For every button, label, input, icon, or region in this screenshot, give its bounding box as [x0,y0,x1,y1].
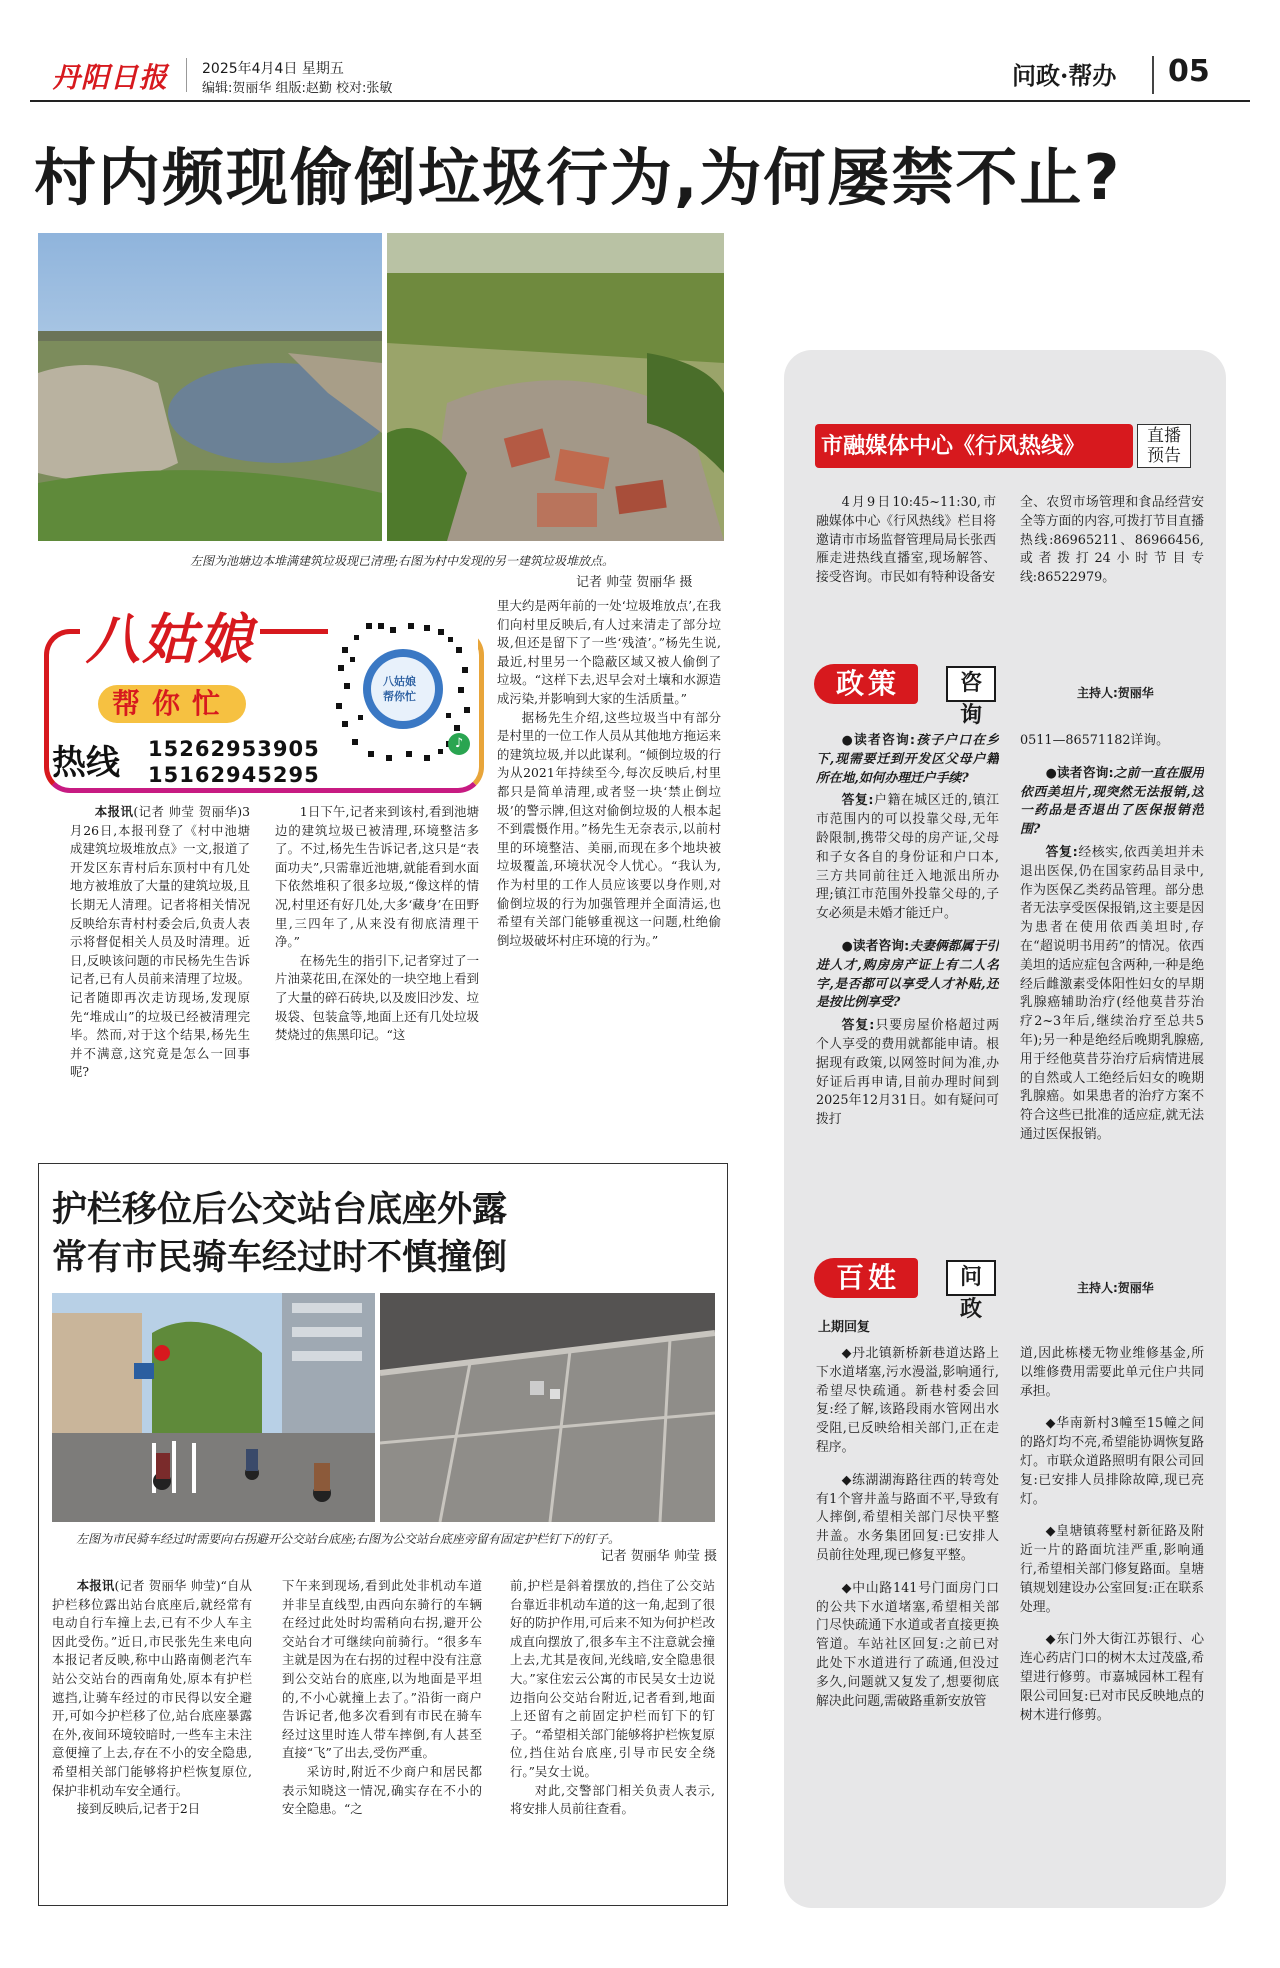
baixing-col-right: 道,因此栋楼无物业维修基金,所以维修费用需要此单元住户共同承担。 ◆华南新村3幢至15幢之间的路灯均不亮,希望能协调恢复路灯。市联众道路照明有限公司回复:已安排人员排除故障,现已亮灯。 ◆皇塘镇蒋墅村新征路及附近一片的路面坑洼严重,影响通行,希望相关部门修复路面。皇塘镇规划建设办公室回复:正在联系处理。 ◆东门外大街江苏银行、心连心药店门口的树木太过茂盛,希望进行修剪。市嘉城园林工程有限公司回复:已对市民反映地点的树木进行修剪。 [1020,1346,1204,1723]
article1-col2 [275,803,479,1113]
policy-a1: 户籍在城区迁的,镇江市范围内的可以投靠父母,无年龄限制,携带父母的房产证,父母和子女各自的身份证和户口本,三方共同前往迁入地派出所办理;镇江市范围外投靠父母的,子女必须是未婚才能迁户。 [816,793,999,922]
policy-a2-label: 答复: [841,1018,875,1034]
article2-col3 [510,1577,715,1895]
policy-q3-label: 读者咨询: [1056,765,1114,781]
newspaper-logo: 丹阳日报 [52,61,169,94]
page-number: 05 [1168,54,1210,89]
article2-text-1a: (记者 贺丽华 帅莹)“自从护栏移位露出站台底座后,就经常有电动自行车撞上去,已有不少人车主因此受伤。”近日,市民张先生来电向本报记者反映,称中山路南侧老汽车站公交站台的西南角处,原本有护栏遮挡,让骑车经过的市民得以安全避开,可如今护栏移了位,站台底座暴露在外,夜间环境较暗时,一些车主未注意便撞了上去,存在不小的安全隐患,希望相关部门能够将护栏恢复原位,保护非机动车安全通行。 [52,1578,252,1798]
baixing-header-red: 百姓 [814,1258,918,1298]
baixing-item-4: 华南新村3幢至15幢之间的路灯均不亮,希望能协调恢复路灯。市联众道路照明有限公司回复:已安排人员排除故障,现已亮灯。 [1020,1416,1204,1507]
baixing-item-3: 中山路141号门面房门口的公共下水道堵塞,希望相关部门尽快疏通下水道或者直接更换管道。车站社区回复:之前已对此处下水道进行了疏通,但没过多久,问题就又复发了,想要彻底解决此问题,需破路重新安放管 [816,1580,999,1709]
policy-host: 主持人:贺丽华 [1077,686,1154,700]
policy-q3: 之前一直在服用依西美坦片,现突然无法报销,这一药品是否退出了医保报销范围? [1020,765,1204,838]
photo-pond [38,233,382,541]
policy-header-red: 政策 [814,664,918,704]
photo-bus-stop [52,1293,375,1522]
article2-col2 [282,1577,482,1895]
article2-caption [52,1530,717,1566]
article2-text-3b: 对此,交警部门相关负责人表示,将安排人员前往查看。 [510,1782,715,1817]
policy-col-left: ●读者咨询:孩子户口在乡下,现需要迁到开发区父母户籍所在地,如何办理迁户手续? 答复:户籍在城区迁的,镇江市范围内的可以投靠父母,无年龄限制,携带父母的房产证,父母和子女各自的身份证和户口本,三方共同前往迁入地派出所办理;镇江市范围外投靠父母的,子女必须是未婚才能迁户。 ●读者咨询:夫妻俩都属于引进人才,购房房产证上有二人名字,是否都可以享受人才补贴,还是按比例享受? 答复:只要房屋价格超过两个人享受的费用就都能申请。根据现有政策,以网签时间为准,办好证后再申请,目前办理时间到2025年12月31日。如有疑问可拨打 [816,733,999,1128]
qr-center-text-1: 八姑娘 [383,675,416,688]
article2-text-2a: 下午来到现场,看到此处非机动车道并非呈直线型,由西向东骑行的车辆在经过此处时均需稍向右拐,避开公交站台才可继续向前骑行。“很多车主就是因为在右拐的过程中没有注意到公交站台的底座,以为地面是平坦的,不小心就撞上去了。”沿街一商户告诉记者,他多次看到有市民在骑车经过这里时连人带车摔倒,有人甚至直接“飞”了出去,受伤严重。 [282,1578,482,1761]
photo-bus-stop-base [380,1293,715,1522]
baixing-header-black: 问政 [946,1260,996,1296]
policy-a2: 只要房屋价格超过两个人享受的费用就都能申请。根据现有政策,以网签时间为准,办好证后再申请,目前办理时间到2025年12月31日。如有疑问可拨打 [816,1018,999,1128]
ad-label: 热线 [52,743,120,783]
notice-left: 4月9日10:45~11:30,市融媒体中心《行风热线》栏目将邀请市市场监督管理局局长张西雁走进热线直播室,现场解答、接受咨询。市民如有特种设备安 [816,495,996,586]
policy-r1: 0511—86571182详询。 [1020,733,1169,748]
policy-q1: 孩子户口在乡下,现需要迁到开发区父母户籍所在地,如何办理迁户手续? [816,733,999,786]
article2-credit: 记者 贺丽华 帅莹 摄 [600,1549,717,1564]
main-headline: 村内频现偷倒垃圾行为,为何屡禁不止? [34,141,1122,214]
ad-subtitle: 帮你忙 [98,685,246,723]
notice-tag-1: 直播 [1147,426,1181,446]
baixing-item-1: 丹北镇新桥新巷道达路上下水道堵塞,污水漫溢,影响通行,希望尽快疏通。新巷村委会回复:经了解,该路段雨水管网出水受阻,已反映给相关部门,正在走程序。 [816,1346,999,1455]
baixing-subtitle: 上期回复 [818,1320,871,1335]
masthead-rule [30,100,1250,102]
baixing-item-5: 皇塘镇蒋墅村新征路及附近一片的路面坑洼严重,影响通行,希望相关部门修复路面。皇塘镇规划建设办公室回复:正在联系处理。 [1020,1524,1204,1615]
photo-caption: 左图为池塘边本堆满建筑垃圾现已清理;右图为村中发现的另一建筑垃圾堆放点。 [190,554,615,568]
article1-text-1: (记者 帅莹 贺丽华)3月26日,本报刊登了《村中池塘成建筑垃圾堆放点》一文,报道了开发区东青村后东顶村中有几处地方被堆放了大量的建筑垃圾,且长期无人清理。记者将相关情况反映给东青村村委会后,负责人表示将督促相关人员及时清理。近日,反映该问题的市民杨先生告诉记者,已有人员前来清理了垃圾。记者随即再次走访现场,发现原先“堆成山”的垃圾已经被清理完毕。然而,对于这个结果,杨先生并不满意,这究竟是怎么一回事呢? [70,804,250,1080]
photo-rubble [387,233,724,541]
ad-phone-1[interactable]: 15262953905 [148,737,320,761]
baixing-item-6: 东门外大街江苏银行、心连心药店门口的树木太过茂盛,希望进行修剪。市嘉城园林工程有限公司回复:已对市民反映地点的树木进行修剪。 [1020,1632,1204,1723]
article1-text-3b: 据杨先生介绍,这些垃圾当中有部分是村里的一位工作人员从其他地方拖运来的建筑垃圾,并以此谋利。“倾倒垃圾的行为从2021年持续至今,每次反映后,村里都只是简单清理,或者竖一块‘禁止倒垃圾’的警示牌,但这对偷倒垃圾的人根本起不到震慑作用。”杨先生无奈表示,以前村里的环境整洁、美丽,而现在多个地块被垃圾覆盖,环境状况令人忧心。“我认为,作为村里的工作人员应该要以身作则,对偷倒垃圾的行为加强管理并全面清运,也希望有关部门能够重视这一问题,杜绝偷倒垃圾破坏村庄环境的行为。” [497,709,721,948]
article1-lead: 本报讯 [94,804,134,819]
article1-text-2a: 1日下午,记者来到该村,看到池塘边的建筑垃圾已被清理,环境整洁多了。不过,杨先生告诉记者,这只是“表面功夫”,只需靠近池塘,就能看到水面下依然堆积了很多垃圾,“像这样的情况,村里还有好几处,大多‘藏身’在田野里,三四年了,从来没有彻底清理干净。” [275,804,479,950]
ad-phone-2[interactable]: 15162945295 [148,763,320,787]
notice-header [815,424,1199,468]
article1-text-2b: 在杨先生的指引下,记者穿过了一片油菜花田,在深处的一块空地上看到了大量的碎石砖块,以及废旧沙发、垃圾袋、包装盒等,地面上还有几处垃圾焚烧过的焦黑印记。“这 [275,952,479,1043]
photo-credit: 记者 帅莹 贺丽华 摄 [576,575,693,590]
baixing-continued: 道,因此栋楼无物业维修基金,所以维修费用需要此单元住户共同承担。 [1020,1346,1204,1399]
policy-a3: 经核实,依西美坦并未退出医保,仍在国家药品目录中,作为医保乙类药品管理。部分患者无法享受医保报销,这主要是因为患者在使用依西美坦时,存在“超说明书用药”的情况。依西美坦的适应症包含两种,一种是绝经后雌激素受体阳性妇女的早期乳腺癌辅助治疗(经他莫昔芬治疗2~3年后,继续治疗至总共5年);另一种是绝经后晚期乳腺癌,用于经他莫昔芬治疗后病情进展的自然或人工绝经后妇女的晚期乳腺癌。如果患者的治疗方案不符合这些已批准的适应症,就无法通过医保报销。 [1020,844,1204,1142]
article1-col3 [497,597,721,1113]
policy-header-black: 咨询 [946,666,996,702]
policy-a1-label: 答复: [841,793,874,809]
mini-program-icon: ♪ [448,733,470,755]
policy-q2-label: 读者咨询: [852,938,910,954]
article1-text-3a: 里大约是两年前的一处‘垃圾堆放点’,在我们向村里反映后,有人过来清走了部分垃圾,但还是留下了一些‘残渣’。”杨先生说,最近,村里另一个隐蔽区域又被人偷倒了垃圾。“这样下去,迟早会对土壤和水源造成污染,并影响到大家的生活质量。” [497,598,721,706]
policy-col-right: 0511—86571182详询。 ●读者咨询:之前一直在服用依西美坦片,现突然无法报销,这一药品是否退出了医保报销范围? 答复:经核实,依西美坦并未退出医保,仍在国家药品目录中,作为医保乙类药品管理。部分患者无法享受医保报销,这主要是因为患者在使用依西美坦时,存在“超说明书用药”的情况。依西美坦的适应症包含两种,一种是绝经后雌激素受体阳性妇女的早期乳腺癌辅助治疗(经他莫昔芬治疗2~3年后,继续治疗至总共5年);另一种是绝经后晚期乳腺癌,用于经他莫昔芬治疗后病情进展的自然或人工绝经后妇女的晚期乳腺癌。如果患者的治疗方案不符合这些已批准的适应症,就无法通过医保报销。 [1020,733,1204,1142]
baixing-host: 主持人:贺丽华 [1077,1281,1154,1295]
notice-title: 市融媒体中心《行风热线》 [815,424,1133,468]
policy-header [814,664,994,728]
notice-right: 全、农贸市场管理和食品经营安全等方面的内容,可拨打节目直播热线:86965211、86966456,或者拨打24小时节目专线:86522979。 [1020,495,1204,586]
article2-text-3a: 前,护栏是斜着摆放的,挡住了公交站台靠近非机动车道的这一角,起到了很好的防护作用,可后来不知为何护栏改成直向摆放了,很多车主不注意就会撞上去,尤其是夜间,光线暗,安全隐患很大。”家住宏云公寓的市民吴女士边说边指向公交站台附近,记者看到,地面上还留有之前固定护栏而钉下的钉子。“希望相关部门能够将护栏恢复原位,挡住站台底座,引导市民安全绕行。”吴女士说。 [510,1578,715,1779]
baixing-col-left: ◆丹北镇新桥新巷道达路上下水道堵塞,污水漫溢,影响通行,希望尽快疏通。新巷村委会回复:经了解,该路段雨水管网出水受阻,已反映给相关部门,正在走程序。 ◆练湖湖海路往西的转弯处有1个窨井盖与路面不平,导致有人摔倒,希望相关部门尽快平整井盖。水务集团回复:已安排人员前往处理,现已修复平整。 ◆中山路141号门面房门口的公共下水道堵塞,希望相关部门尽快疏通下水道或者直接更换管道。车站社区回复:之前已对此处下水道进行了疏通,但没过多久,问题就又复发了,想要彻底解决此问题,需破路重新安放管 [816,1346,999,1709]
section-divider [1152,56,1154,94]
article2-title-1: 护栏移位后公交站台底座外露 [52,1189,508,1230]
section-name: 问政·帮办 [1012,61,1117,90]
baixing-item-2: 练湖湖海路往西的转弯处有1个窨井盖与路面不平,导致有人摔倒,希望相关部门尽快平整井盖。水务集团回复:已安排人员前往处理,现已修复平整。 [816,1472,999,1563]
article1-col1 [70,803,250,1113]
article2-col1 [52,1577,252,1895]
qr-code[interactable] [328,611,478,779]
qr-center-text-2: 帮你忙 [383,690,416,703]
issue-date: 2025年4月4日 星期五 [202,61,344,77]
article2-text-2b: 采访时,附近不少商户和居民都表示知晓这一情况,确实存在不小的安全隐患。“之 [282,1763,482,1817]
article2-caption-text: 左图为市民骑车经过时需要向右拐避开公交站台底座;右图为公交站台底座旁留有固定护栏钉下的钉子。 [76,1532,621,1546]
masthead-divider [186,58,187,92]
policy-q2: 夫妻俩都属于引进人才,购房房产证上有二人名字,是否都可以享受人才补贴,还是按比例享受? [816,938,999,1011]
hotline-ad [38,607,490,795]
article2-title-2: 常有市民骑车经过时不慎撞倒 [52,1237,508,1278]
ad-title: 八姑娘 [80,607,260,671]
masthead [0,0,1280,100]
article2-lead: 本报讯 [76,1578,115,1593]
policy-a3-label: 答复: [1045,844,1078,860]
baixing-header [814,1258,994,1322]
notice-tag [1137,424,1191,468]
policy-q1-label: 读者咨询: [853,733,916,748]
notice-tag-2: 预告 [1147,446,1181,466]
article2-text-1b: 接到反映后,记者于2日 [76,1801,201,1817]
staff-line: 编辑:贺丽华 组版:赵勤 校对:张敏 [202,81,393,96]
